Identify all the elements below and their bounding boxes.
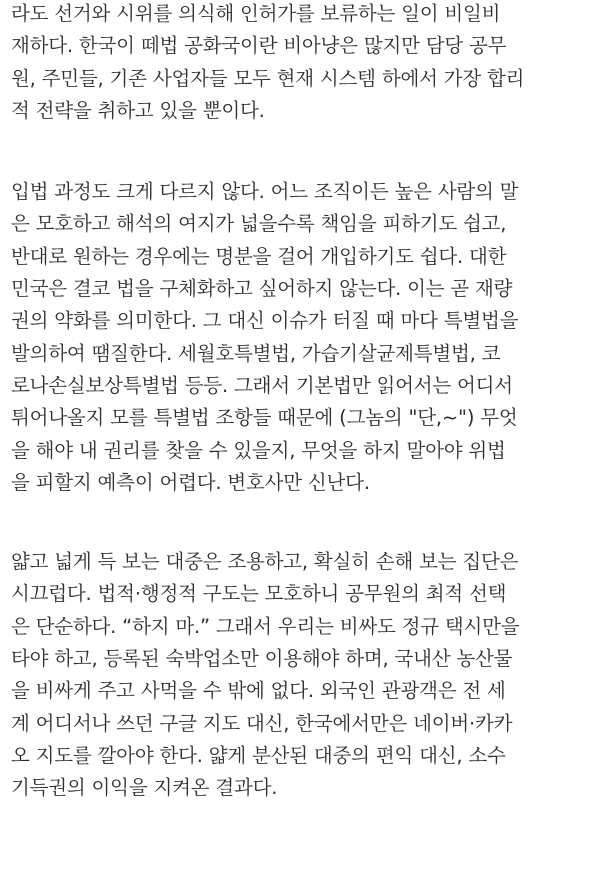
text-line: 기득권의 이익을 지켜온 결과다. (11, 776, 278, 800)
text-line: 은 단순하다. “하지 마.” 그래서 우리는 비싸도 정규 택시만을 (11, 614, 520, 638)
text-line: 시끄럽다. 법적·행정적 구도는 모호하니 공무원의 최적 선택 (11, 582, 507, 606)
text-line: 로나손실보상특별법 등등. 그래서 기본법만 읽어서는 어디서 (11, 373, 513, 397)
text-line: 튀어나올지 모를 특별법 조항들 때문에 (그놈의 "단,~") 무엇 (11, 406, 518, 430)
paragraph-1 (11, 0, 586, 127)
text-line: 오 지도를 깔아야 한다. 얇게 분산된 대중의 편익 대신, 소수 (11, 743, 506, 767)
text-line: 타야 하고, 등록된 숙박업소만 이용해야 하며, 국내산 농산물 (11, 647, 513, 671)
text-line: 을 해야 내 권리를 찾을 수 있을지, 무엇을 하지 말아야 위법 (11, 438, 506, 462)
text-line: 을 비싸게 주고 사먹을 수 밖에 없다. 외국인 관광객은 전 세 (11, 679, 506, 703)
text-line: 을 피할지 예측이 어렵다. 변호사만 신난다. (11, 470, 370, 494)
text-line: 발의하여 땜질한다. 세월호특별법, 가습기살균제특별법, 코 (11, 341, 501, 365)
text-line: 입법 과정도 크게 다르지 않다. 어느 조직이든 높은 사람의 말 (11, 180, 519, 204)
text-line: 재하다. 한국이 떼법 공화국이란 비아냥은 많지만 담당 공무 (11, 34, 507, 58)
text-line: 라도 선거와 시위를 의식해 인허가를 보류하는 일이 비일비 (11, 2, 501, 25)
text-line: 민국은 결코 법을 구체화하고 싶어하지 않는다. 이는 곧 재량 (11, 277, 513, 301)
text-line: 은 모호하고 해석의 여지가 넓을수록 책임을 피하기도 쉽고, (11, 212, 507, 236)
text-line: 반대로 원하는 경우에는 명분을 걸어 개입하기도 쉽다. 대한 (11, 244, 507, 268)
text-line: 권의 약화를 의미한다. 그 대신 이슈가 터질 때 마다 특별법을 (11, 309, 519, 333)
paragraph-3 (11, 546, 586, 804)
text-line: 원, 주민들, 기존 사업자들 모두 현재 시스템 하에서 가장 합리 (11, 66, 525, 90)
text-line: 적 전략을 취하고 있을 뿐이다. (11, 98, 265, 122)
text-line: 계 어디서나 쓰던 구글 지도 대신, 한국에서만은 네이버·카카 (11, 711, 513, 735)
paragraph-2 (11, 176, 586, 499)
text-line: 얇고 넓게 득 보는 대중은 조용하고, 확실히 손해 보는 집단은 (11, 550, 519, 574)
